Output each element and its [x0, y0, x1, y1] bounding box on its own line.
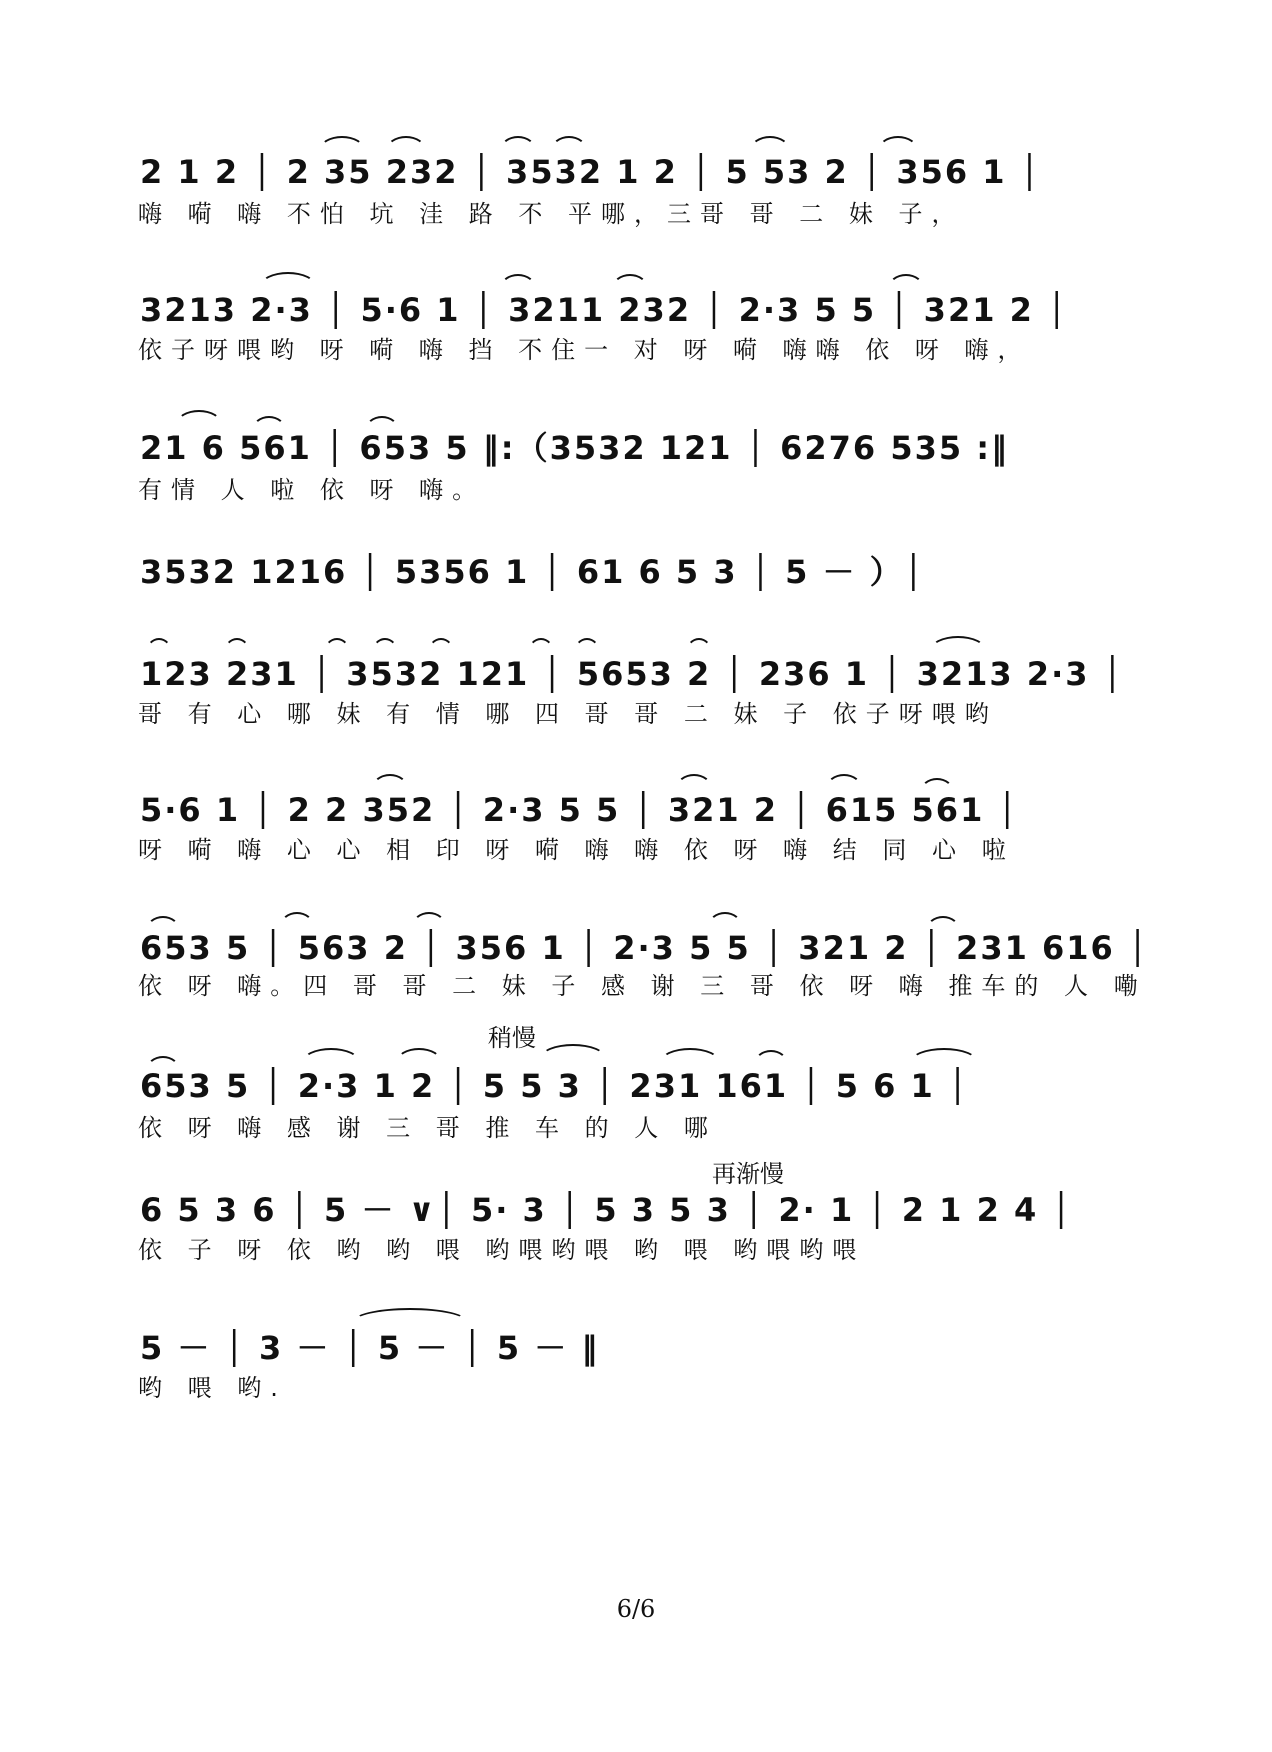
score-system-8	[0, 1018, 1272, 1148]
lyrics-line: 呀 嗬 嗨 心 心 相 印 呀 嗬 嗨 嗨 依 呀 嗨 结 同 心 啦	[138, 836, 1015, 864]
page-number: 6/6	[616, 1595, 656, 1623]
slur	[551, 136, 587, 150]
score-system-2	[0, 266, 1272, 396]
slur	[146, 916, 180, 930]
score-system-1	[0, 130, 1272, 260]
slur	[750, 136, 790, 150]
slur	[372, 774, 408, 788]
slur	[888, 274, 924, 288]
score-system-3	[0, 404, 1272, 534]
slur	[302, 1048, 360, 1062]
notation-line: 5 － │ 3 － │ 5 － │ 5 － ‖	[140, 1329, 600, 1367]
lyrics-line: 依 呀 嗨 感 谢 三 哥 推 车 的 人 哪	[138, 1114, 717, 1142]
lyrics-line: 有情 人 啦 依 呀 嗨。	[138, 476, 486, 504]
slur	[708, 912, 742, 926]
slur	[396, 1048, 442, 1062]
notation-line: 2 1 2 │ 2 35 232 │ 3532 1 2 │ 5 53 2 │ 356 1 │	[140, 153, 1041, 191]
slur	[260, 272, 316, 286]
slur	[528, 638, 554, 652]
slur	[612, 274, 648, 288]
slur	[500, 136, 536, 150]
slur	[324, 638, 350, 652]
score-system-10	[0, 1300, 1272, 1430]
lyrics-line: 嗨 嗬 嗨 不怕 坑 洼 路 不 平哪，三哥 哥 二 妹 子，	[138, 200, 965, 228]
slur	[428, 638, 454, 652]
slur	[176, 410, 222, 424]
lyrics-line: 哟 喂 哟.	[138, 1374, 287, 1402]
notation-line: 3532 1216 │ 5356 1 │ 61 6 5 3 │ 5 － ）│	[140, 553, 925, 591]
slur	[910, 1048, 978, 1062]
slur	[754, 1050, 788, 1064]
score-system-5	[0, 630, 1272, 760]
slur	[252, 416, 286, 430]
notation-line: 21 6 561 │ 653 5 ‖:（3532 121 │ 6276 535 :‖	[140, 429, 1010, 467]
notation-line: 653 5 │ 563 2 │ 356 1 │ 2·3 5 5 │ 321 2 │ 231 616 │	[140, 929, 1150, 967]
slur	[365, 416, 399, 430]
slur	[826, 774, 862, 788]
slur	[920, 778, 954, 792]
lyrics-line: 哥 有 心 哪 妹 有 情 哪 四 哥 哥 二 妹 子 依子呀喂哟	[138, 700, 998, 728]
score-system-9	[0, 1154, 1272, 1284]
notation-line: 653 5 │ 2·3 1 2 │ 5 5 3 │ 231 161 │ 5 6 1 │	[140, 1067, 970, 1105]
slur	[372, 638, 398, 652]
slur	[146, 638, 172, 652]
slur	[540, 1044, 606, 1058]
lyrics-line: 依子呀喂哟 呀 嗬 嗨 挡 不住一 对 呀 嗬 嗨嗨 依 呀 嗨，	[138, 336, 1031, 364]
slur	[686, 638, 712, 652]
score-system-6	[0, 770, 1272, 900]
notation-line: 6 5 3 6 │ 5 － ∨│ 5· 3 │ 5 3 5 3 │ 2· 1 │ 2 1 2 4 │	[140, 1191, 1073, 1229]
slur	[146, 1056, 180, 1070]
tempo-marking: 稍慢	[488, 1024, 536, 1052]
slur	[926, 916, 960, 930]
slur	[386, 136, 426, 150]
tempo-marking: 再渐慢	[712, 1160, 784, 1188]
notation-line: 123 231 │ 3532 121 │ 5653 2 │ 236 1 │ 3213 2·3 │	[140, 655, 1124, 693]
lyrics-line: 依 子 呀 依 哟 哟 喂 哟喂哟喂 哟 喂 哟喂哟喂	[138, 1236, 866, 1264]
slur	[224, 638, 250, 652]
slur	[878, 136, 918, 150]
slur	[574, 638, 600, 652]
lyrics-line: 依 呀 嗨。四 哥 哥 二 妹 子 感 谢 三 哥 依 呀 嗨 推车的 人 嘞	[138, 972, 1147, 1000]
slur	[676, 774, 712, 788]
slur	[319, 136, 365, 150]
slur	[930, 636, 986, 650]
slur	[660, 1048, 720, 1062]
slur	[412, 912, 446, 926]
notation-line: 5·6 1 │ 2 2 352 │ 2·3 5 5 │ 321 2 │ 615 561 │	[140, 791, 1019, 829]
slur	[280, 912, 314, 926]
slur	[352, 1308, 468, 1322]
notation-line: 3213 2·3 │ 5·6 1 │ 3211 232 │ 2·3 5 5 │ 321 2 │	[140, 291, 1069, 329]
slur	[500, 274, 536, 288]
